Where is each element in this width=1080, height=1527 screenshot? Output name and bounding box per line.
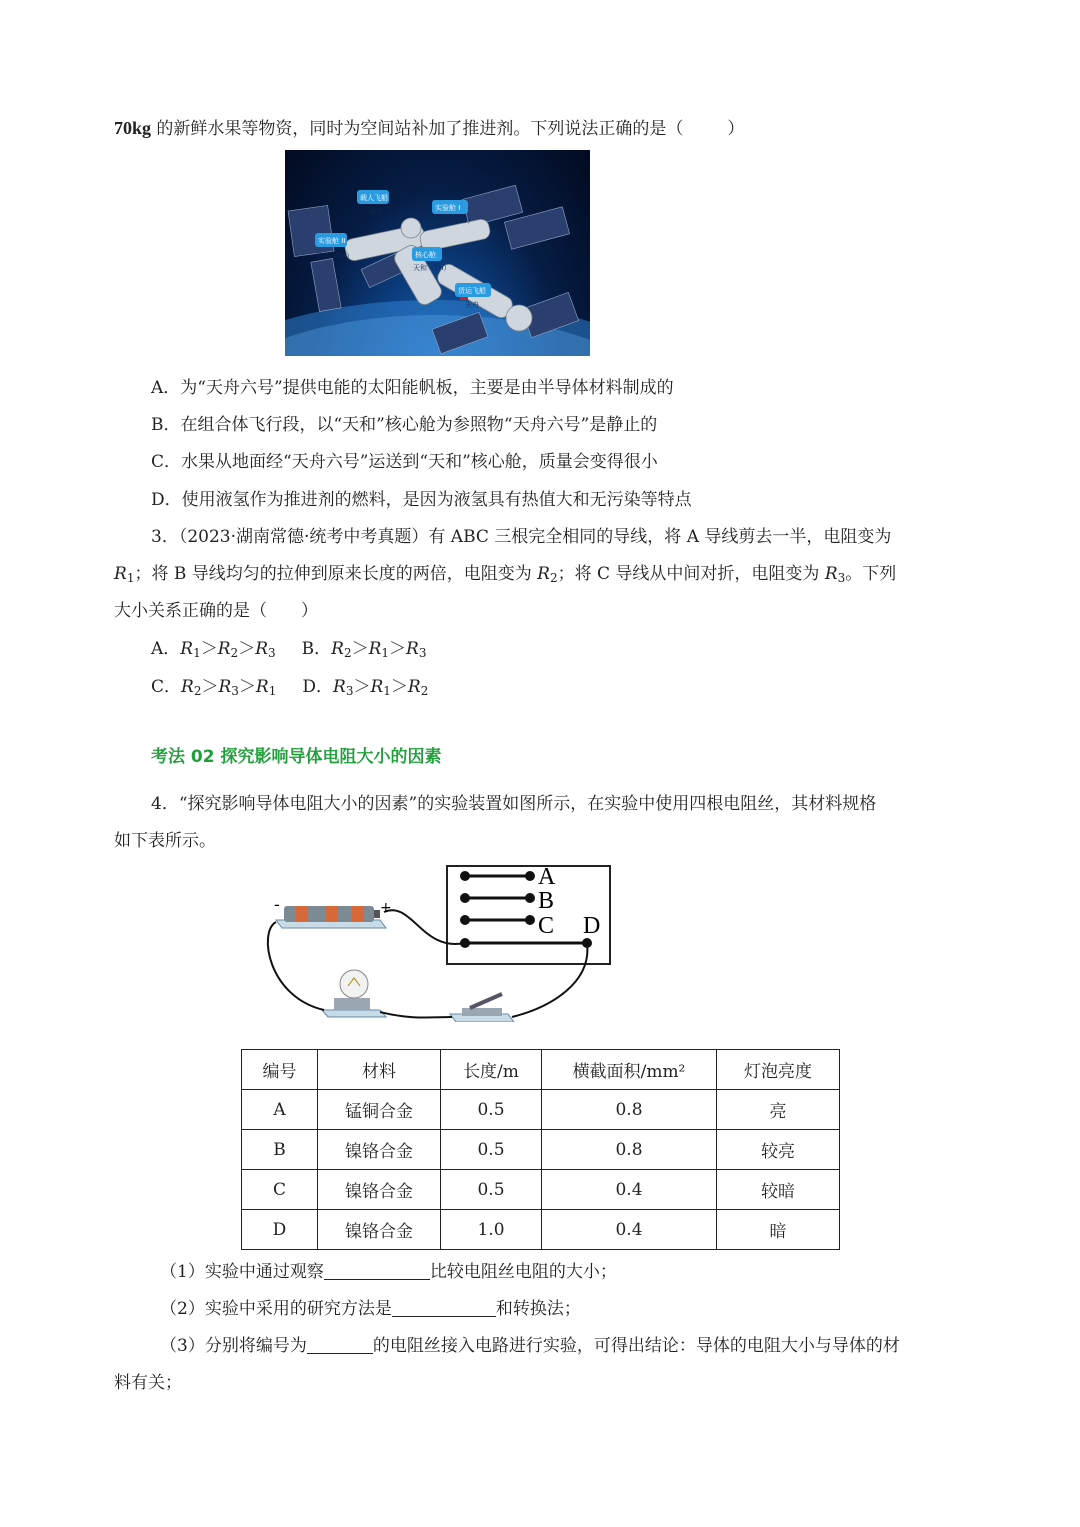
table-header: 横截面积/mm²	[542, 1050, 717, 1090]
option-label: C．	[151, 677, 182, 697]
gt-sign: ＞	[201, 677, 219, 697]
q2-option-a: A．为“天舟六号”提供电能的太阳能帆板，主要是由半导体材料制成的	[151, 378, 674, 398]
table-cell: 较亮	[717, 1130, 840, 1170]
table-cell: 0.8	[542, 1130, 717, 1170]
table-cell: 0.8	[542, 1090, 717, 1130]
subscript: 2	[193, 684, 202, 698]
wire-label-a: A	[538, 864, 556, 890]
r-symbol: R	[537, 564, 550, 584]
q2-option-b: B．在组合体飞行段，以“天和”核心舱为参照物“天舟六号”是静止的	[151, 415, 658, 435]
question-2-intro-text: 的新鲜水果等物资，同时为空间站补加了推进剂。下列说法正确的是（	[151, 119, 684, 139]
q4-sub-3-text: （3）分别将编号为	[160, 1336, 307, 1356]
subscript: 1	[381, 646, 390, 660]
subscript: 3	[345, 684, 354, 698]
q4-sub-3-cont: 料有关；	[114, 1373, 182, 1393]
light-bulb	[322, 970, 386, 1017]
r-symbol: R	[824, 564, 838, 584]
q3-line-1: 3．（2023·湖南常德·统考中考真题）有 ABC 三根完全相同的导线，将 A 导线剪去一半，电阻变为	[151, 527, 892, 547]
table-cell: 镍铬合金	[318, 1210, 441, 1250]
label-lab-module-1: 实验舱 I	[435, 204, 461, 212]
r-symbol: R	[114, 564, 127, 584]
q4-sub-3-text-2: 的电阻丝接入电路进行实验，可得出结论：导体的电阻大小与导体的材	[372, 1336, 900, 1356]
q4-line-2: 如下表所示。	[114, 831, 216, 851]
circuit-diagram	[262, 862, 622, 1022]
r-symbol: R	[217, 639, 231, 659]
q2-option-d: D．使用液氢作为推进剂的燃料，是因为液氢具有热值大和无污染等特点	[151, 490, 692, 510]
gt-sign: ＞	[238, 639, 256, 659]
label-lab-module-2-sub: 天宇（TM）	[315, 252, 354, 260]
subscript: 1	[193, 646, 201, 660]
gt-sign: ＞	[351, 639, 369, 659]
question-2-intro	[114, 114, 744, 139]
subscript: 2	[343, 646, 352, 660]
fill-blank-3	[307, 1335, 373, 1354]
q4-sub-3	[160, 1331, 900, 1356]
table-header: 灯泡亮度	[717, 1050, 840, 1090]
r-symbol: R	[368, 639, 382, 659]
table-row	[242, 1130, 840, 1170]
table-row	[242, 1170, 840, 1210]
table-header-row	[242, 1050, 840, 1090]
q3-text: ；将 C 导线从中间对折，电阻变为	[557, 564, 825, 584]
q3-option-c	[151, 677, 276, 697]
question-2-intro-close: ）	[727, 119, 745, 139]
label-cargo-ship: 货运飞船	[458, 287, 486, 295]
table-header: 编号	[242, 1050, 318, 1090]
q3-line-3: 大小关系正确的是（ ）	[114, 601, 318, 621]
r-symbol: R	[370, 677, 384, 697]
q3-line-2	[114, 559, 896, 585]
q3-text: ；将 B 导线均匀的拉伸到原来长度的两倍，电阻变为	[134, 564, 538, 584]
q3-option-b	[302, 639, 427, 659]
wire-label-b: B	[538, 888, 555, 914]
table-cell: 0.4	[542, 1210, 717, 1250]
table-cell: 镍铬合金	[318, 1170, 441, 1210]
gt-sign: ＞	[390, 677, 408, 697]
space-station-image	[285, 150, 590, 356]
q4-sub-1-text-2: 比较电阻丝电阻的大小；	[429, 1262, 617, 1282]
label-core-module: 核心舱	[415, 251, 436, 259]
subscript: 3	[418, 646, 427, 660]
gt-sign: ＞	[238, 677, 256, 697]
q3-text: 。下列	[845, 564, 897, 584]
gt-sign: ＞	[200, 639, 218, 659]
subscript: 2	[549, 571, 558, 585]
label-lab-module-1-sub: 天问（TW）	[435, 217, 475, 225]
r-symbol: R	[333, 677, 346, 697]
option-label: D．	[302, 677, 334, 697]
resistor-spec-table	[241, 1049, 840, 1250]
q3-option-a	[151, 639, 276, 659]
mass-value: 70kg	[114, 118, 152, 138]
fill-blank-1	[324, 1261, 430, 1280]
table-cell: 暗	[717, 1210, 840, 1250]
r-symbol: R	[331, 639, 344, 659]
subscript: 2	[230, 646, 239, 660]
label-crew-ship-sub: 神舟	[369, 208, 383, 216]
switch	[450, 994, 514, 1022]
table-cell: B	[242, 1130, 318, 1170]
table-cell: 锰铜合金	[318, 1090, 441, 1130]
label-cargo-ship-sub: 天舟	[465, 301, 479, 309]
r-symbol: R	[218, 677, 232, 697]
wire-label-d: D	[583, 913, 601, 939]
table-cell: 1.0	[441, 1210, 542, 1250]
q3-options-row-1	[151, 634, 427, 660]
table-header: 长度/m	[441, 1050, 542, 1090]
q4-sub-1-text: （1）实验中通过观察	[160, 1262, 324, 1282]
table-cell: A	[242, 1090, 318, 1130]
battery	[276, 906, 386, 928]
label-lab-module-2: 实验舱 II	[318, 237, 346, 245]
subscript: 3	[837, 571, 846, 585]
r-symbol: R	[255, 677, 269, 697]
table-cell: 0.4	[542, 1170, 717, 1210]
subscript: 2	[420, 684, 429, 698]
q3-option-d	[302, 677, 428, 697]
table-cell: 亮	[717, 1090, 840, 1130]
section-heading: 考法 02 探究影响导体电阻大小的因素	[151, 747, 442, 767]
table-cell: C	[242, 1170, 318, 1210]
gt-sign: ＞	[353, 677, 371, 697]
q2-option-c: C．水果从地面经“天舟六号”运送到“天和”核心舱，质量会变得很小	[151, 452, 658, 472]
table-cell: 镍铬合金	[318, 1130, 441, 1170]
space-station-illustration	[285, 150, 590, 356]
table-cell: 较暗	[717, 1170, 840, 1210]
q4-line-1: 4．“探究影响导体电阻大小的因素”的实验装置如图所示，在实验中使用四根电阻丝，其材料规格	[151, 794, 877, 814]
gt-sign: ＞	[389, 639, 407, 659]
battery-minus: -	[274, 895, 280, 914]
table-cell: D	[242, 1210, 318, 1250]
battery-plus: +	[380, 900, 392, 916]
fill-blank-2	[392, 1298, 496, 1317]
label-core-module-sub: 天和（TH）	[413, 264, 451, 272]
table-cell: 0.5	[441, 1170, 542, 1210]
subscript: 1	[126, 571, 135, 585]
q3-options-row-2	[151, 672, 428, 698]
r-symbol: R	[407, 677, 421, 697]
table-cell: 0.5	[441, 1130, 542, 1170]
subscript: 1	[383, 684, 391, 698]
option-label: A．	[151, 639, 181, 659]
subscript: 1	[268, 684, 277, 698]
option-label: B．	[301, 639, 332, 659]
r-symbol: R	[255, 639, 268, 659]
q4-sub-1	[160, 1257, 617, 1282]
table-header: 材料	[318, 1050, 441, 1090]
table-row	[242, 1210, 840, 1250]
label-crew-ship: 载人飞船	[360, 194, 388, 202]
table-row	[242, 1090, 840, 1130]
wire-label-c: C	[538, 913, 555, 939]
subscript: 3	[268, 646, 276, 660]
q4-sub-2	[160, 1294, 581, 1319]
subscript: 3	[231, 684, 239, 698]
table-cell: 0.5	[441, 1090, 542, 1130]
r-symbol: R	[181, 677, 194, 697]
r-symbol: R	[180, 639, 194, 659]
q4-sub-2-text-2: 和转换法；	[495, 1299, 581, 1319]
r-symbol: R	[406, 639, 419, 659]
q4-sub-2-text: （2）实验中采用的研究方法是	[160, 1299, 392, 1319]
